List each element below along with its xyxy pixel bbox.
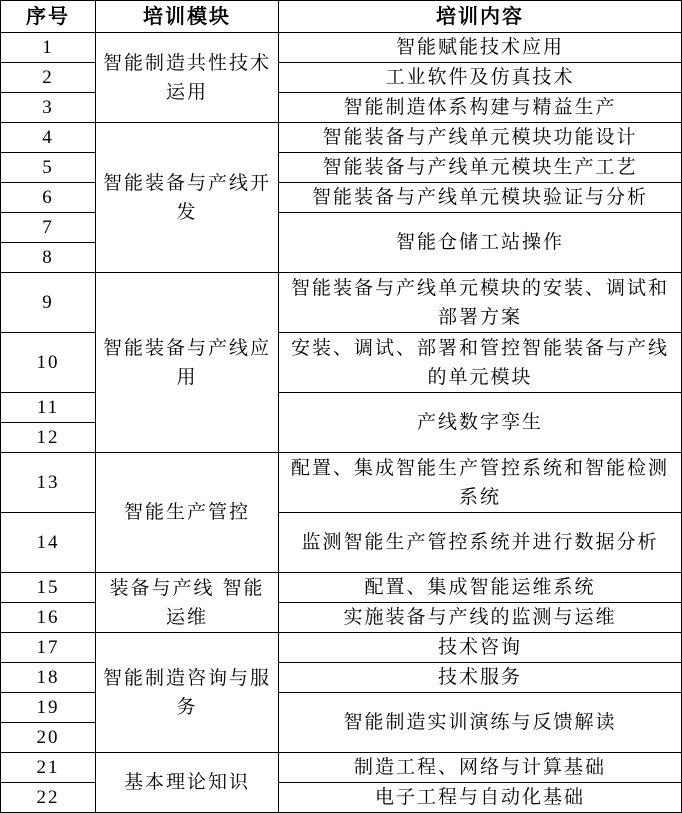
content-cell: 配置、集成智能生产管控系统和智能检测系统 — [279, 453, 682, 513]
row-number: 13 — [1, 453, 96, 513]
content-cell: 智能装备与产线单元模块功能设计 — [279, 123, 682, 153]
table-row — [1, 123, 682, 153]
row-number: 16 — [1, 603, 96, 633]
content-cell: 监测智能生产管控系统并进行数据分析 — [279, 513, 682, 573]
content-cell: 技术服务 — [279, 663, 682, 693]
row-number: 12 — [1, 423, 96, 453]
row-number: 6 — [1, 183, 96, 213]
header-no: 序号 — [1, 1, 96, 33]
module-cell: 智能装备与产线开发 — [96, 123, 279, 273]
content-cell: 智能装备与产线单元模块生产工艺 — [279, 153, 682, 183]
content-cell: 实施装备与产线的监测与运维 — [279, 603, 682, 633]
table-row — [1, 453, 682, 513]
module-cell: 智能生产管控 — [96, 453, 279, 573]
table-row — [1, 33, 682, 63]
row-number: 5 — [1, 153, 96, 183]
content-cell: 工业软件及仿真技术 — [279, 63, 682, 93]
content-cell: 产线数字孪生 — [279, 393, 682, 453]
content-cell: 电子工程与自动化基础 — [279, 783, 682, 813]
content-cell: 智能仓储工站操作 — [279, 213, 682, 273]
header-content: 培训内容 — [279, 1, 682, 33]
row-number: 20 — [1, 723, 96, 753]
table-row — [1, 573, 682, 603]
row-number: 10 — [1, 333, 96, 393]
row-number: 3 — [1, 93, 96, 123]
content-cell: 智能装备与产线单元模块验证与分析 — [279, 183, 682, 213]
row-number: 17 — [1, 633, 96, 663]
row-number: 4 — [1, 123, 96, 153]
content-cell: 智能制造实训演练与反馈解读 — [279, 693, 682, 753]
content-cell: 智能赋能技术应用 — [279, 33, 682, 63]
row-number: 19 — [1, 693, 96, 723]
row-number: 21 — [1, 753, 96, 783]
module-cell: 智能装备与产线应用 — [96, 273, 279, 453]
header-module: 培训模块 — [96, 1, 279, 33]
module-cell: 智能制造咨询与服务 — [96, 633, 279, 753]
row-number: 7 — [1, 213, 96, 243]
row-number: 1 — [1, 33, 96, 63]
row-number: 8 — [1, 243, 96, 273]
module-cell: 基本理论知识 — [96, 753, 279, 813]
table-row — [1, 753, 682, 783]
content-cell: 配置、集成智能运维系统 — [279, 573, 682, 603]
table-row — [1, 273, 682, 333]
table-row — [1, 633, 682, 663]
row-number: 2 — [1, 63, 96, 93]
row-number: 15 — [1, 573, 96, 603]
content-cell: 智能装备与产线单元模块的安装、调试和部署方案 — [279, 273, 682, 333]
row-number: 11 — [1, 393, 96, 423]
content-cell: 技术咨询 — [279, 633, 682, 663]
row-number: 9 — [1, 273, 96, 333]
module-cell: 装备与产线 智能运维 — [96, 573, 279, 633]
row-number: 18 — [1, 663, 96, 693]
content-cell: 智能制造体系构建与精益生产 — [279, 93, 682, 123]
row-number: 22 — [1, 783, 96, 813]
row-number: 14 — [1, 513, 96, 573]
content-cell: 安装、调试、部署和管控智能装备与产线的单元模块 — [279, 333, 682, 393]
header-row — [1, 1, 682, 33]
module-cell: 智能制造共性技术运用 — [96, 33, 279, 123]
content-cell: 制造工程、网络与计算基础 — [279, 753, 682, 783]
